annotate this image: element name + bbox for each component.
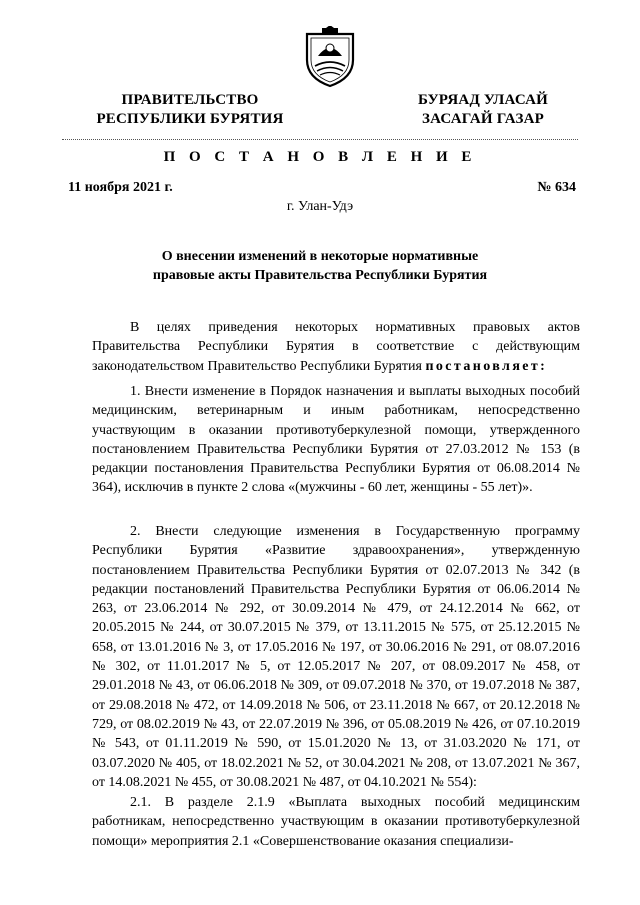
intro-keyword: постановляет: [425, 358, 548, 374]
document-date: 11 ноября 2021 г. [68, 180, 173, 195]
item-1-paragraph: 1. Внести изменение в Порядок назначения и выплаты выходных пособий медицинским, ветеринарным и иным работникам, непосредственно участвующим в оказании противотуберкулезной помощи, утвержденного постановлением Правительства Республики Бурятия от 27.03.2012 № 153 (в редакции постановления Правительства Республики Бурятия от 06.08.2014 № 364), исключив в пункте 2 слова «(мужчины - 60 лет, женщины - 55 лет)». [92, 384, 580, 496]
intro-text: В целях приведения некоторых нормативных правовых актов Правительства Республики Бурятия в соответствие с действующим законодательством Правительство Республики Бурятия [92, 320, 580, 374]
document-city: г. Улан-Удэ [286, 199, 354, 214]
item-2-1-paragraph: 2.1. В разделе 2.1.9 «Выплата выходных пособий медицинским работникам, непосредственно участвующим в оказании противотуберкулезной помощи» мероприятия 2.1 «Совершенствование оказания специализи- [92, 795, 580, 849]
header-divider [62, 139, 578, 140]
intro-paragraph [92, 318, 580, 376]
organization-name-russian: ПРАВИТЕЛЬСТВО РЕСПУБЛИКИ БУРЯТИЯ [96, 92, 284, 127]
coat-of-arms-icon [301, 26, 359, 88]
item-2-paragraph: 2. Внести следующие изменения в Государственную программу Республики Бурятия «Развитие здравоохранения», утвержденную постановлением Правительства Республики Бурятия от 02.07.2013 № 342 (в редакции постановлений Правительства Республики Бурятия от 06.06.2014 № 263, от 23.06.2014 № 292, от 30.09.2014 № 479, от 24.12.2014 № 662, от 20.05.2015 № 244, от 30.07.2015 № 379, от 13.11.2015 № 575, от 25.12.2015 № 658, от 13.01.2016 № 3, от 17.05.2016 № 197, от 30.06.2016 № 291, от 08.07.2016 № 302, от 11.01.2017 № 5, от 12.05.2017 № 207, от 08.09.2017 № 458, от 29.01.2018 № 43, от 06.06.2018 № 309, от 09.07.2018 № 370, от 19.07.2018 № 387, от 29.08.2018 № 472, от 14.09.2018 № 506, от 23.11.2018 № 667, от 20.12.2018 № 729, от 08.02.2019 № 43, от 22.07.2019 № 396, от 05.08.2019 № 426, от 07.10.2019 № 543, от 01.11.2019 № 590, от 15.01.2020 № 13, от 31.03.2020 № 171, от 03.07.2020 № 405, от 18.02.2021 № 52, от 30.04.2021 № 208, от 13.07.2021 № 367, от 14.08.2021 № 455, от 30.08.2021 № 487, от 04.10.2021 № 554): [92, 524, 580, 790]
document-title: О внесении изменений в некоторые нормативные правовые акты Правительства Республики Бурятия [152, 249, 488, 283]
organization-name-buryat: БУРЯАД УЛАСАЙ ЗАСАГАЙ ГАЗАР [417, 92, 549, 127]
document-type: П О С Т А Н О В Л Е Н И Е [163, 149, 477, 165]
document-number: № 634 [537, 180, 576, 195]
